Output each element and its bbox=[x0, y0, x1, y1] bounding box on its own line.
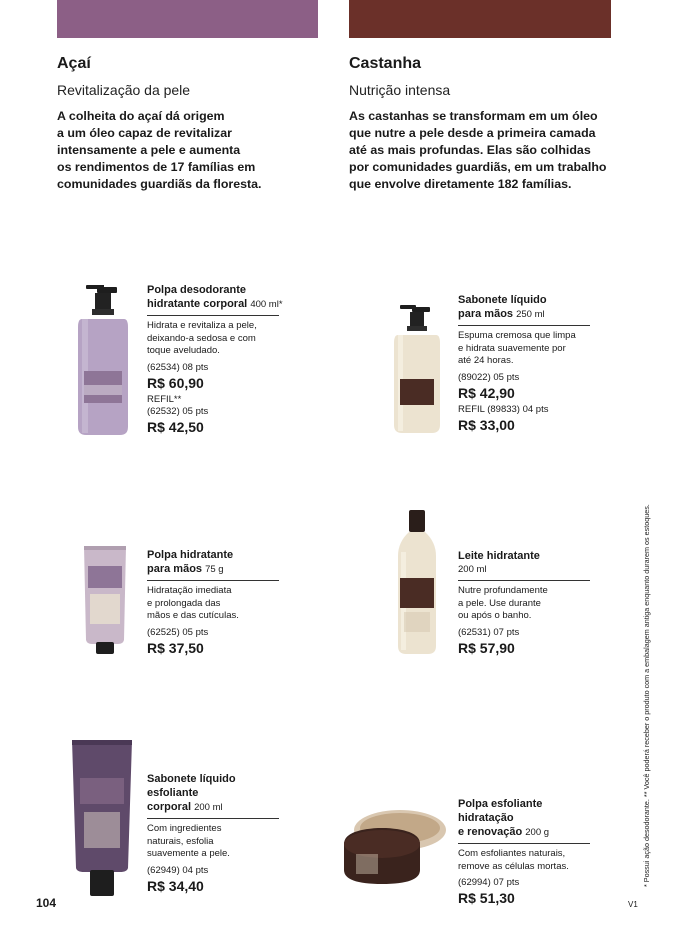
version-label: V1 bbox=[628, 900, 638, 909]
product-code: (62531) 07 pts bbox=[458, 626, 520, 638]
castanha-title: Castanha bbox=[349, 55, 422, 72]
intro-line: As castanhas se transformam em um óleo bbox=[349, 109, 598, 123]
product-code: (62534) 08 pts bbox=[147, 361, 209, 373]
product-code: (62525) 05 pts bbox=[147, 626, 209, 638]
castanha-scrub-info bbox=[458, 797, 598, 909]
castanha-intro bbox=[349, 108, 624, 193]
refil-label: REFIL** bbox=[147, 393, 182, 405]
acai-exfoliating-soap-info bbox=[147, 772, 287, 897]
divider bbox=[458, 843, 590, 844]
product-price: R$ 60,90 bbox=[147, 374, 204, 391]
refil-code: REFIL (89833) 04 pts bbox=[458, 403, 549, 415]
product-price: R$ 57,90 bbox=[458, 639, 515, 656]
product-code: (62994) 07 pts bbox=[458, 877, 520, 888]
footnote-container bbox=[642, 432, 656, 887]
acai-exfoliating-soap-tube-image bbox=[70, 738, 134, 898]
castanha-scrub-jar-image bbox=[338, 800, 450, 888]
intro-line: até as mais profundas. Elas são colhidas bbox=[349, 143, 591, 157]
divider bbox=[147, 580, 279, 581]
intro-line: que nutre a pele desde a primeira camada bbox=[349, 126, 596, 140]
product-price: R$ 34,40 bbox=[147, 877, 204, 894]
acai-body-lotion-bottle-image bbox=[68, 285, 138, 437]
acai-body-lotion-info bbox=[147, 283, 287, 438]
product-name: Polpa esfoliante hidratação e renovação 200 g bbox=[458, 798, 550, 838]
divider bbox=[458, 580, 590, 581]
product-price: R$ 42,90 bbox=[458, 384, 515, 401]
intro-line: a um óleo capaz de revitalizar bbox=[57, 126, 232, 140]
product-name: Sabonete líquido para mãos 250 ml bbox=[458, 294, 547, 320]
divider bbox=[147, 818, 279, 819]
intro-line: os rendimentos de 17 famílias em bbox=[57, 160, 256, 174]
castanha-hand-soap-bottle-image bbox=[388, 305, 446, 435]
product-name: Polpa hidratante para mãos 75 g bbox=[147, 549, 234, 575]
product-name: Sabonete líquido esfoliante corporal 200 ml bbox=[147, 773, 236, 813]
acai-subtitle: Revitalização da pele bbox=[57, 82, 191, 98]
product-price: R$ 37,50 bbox=[147, 639, 204, 656]
acai-title: Açaí bbox=[57, 55, 91, 72]
castanha-body-milk-bottle-image bbox=[396, 508, 438, 656]
refil-price: R$ 42,50 bbox=[147, 418, 204, 435]
divider bbox=[147, 315, 279, 316]
product-description: Espuma cremosa que limpa e hidrata suavemente por até 24 horas. bbox=[458, 330, 576, 366]
acai-hand-cream-info bbox=[147, 548, 287, 659]
acai-color-bar bbox=[57, 0, 318, 38]
castanha-hand-soap-info bbox=[458, 293, 598, 436]
product-description: Com ingredientes naturais, esfolia suavemente a pele. bbox=[147, 823, 230, 859]
product-code: (89022) 05 pts bbox=[458, 371, 520, 383]
product-description: Hidratação imediata e prolongada das mãos e das cutículas. bbox=[147, 585, 239, 621]
castanha-subtitle: Nutrição intensa bbox=[349, 82, 451, 98]
product-description: Hidrata e revitaliza a pele, deixando-a sedosa e com toque aveludado. bbox=[147, 320, 257, 356]
product-name: Polpa desodorante hidratante corporal 400 ml* bbox=[147, 284, 283, 310]
intro-line: comunidades guardiãs da floresta. bbox=[57, 177, 262, 191]
product-code: (62949) 04 pts bbox=[147, 864, 209, 876]
castanha-body-milk-info bbox=[458, 549, 598, 659]
product-description: Nutre profundamente a pele. Use durante ou após o banho. bbox=[458, 585, 548, 621]
castanha-color-bar bbox=[349, 0, 611, 38]
acai-intro bbox=[57, 108, 317, 193]
refil-code: (62532) 05 pts bbox=[147, 405, 209, 417]
product-name: Leite hidratante 200 ml bbox=[458, 550, 540, 575]
product-description: Com esfoliantes naturais, remove as células mortas. bbox=[458, 848, 569, 872]
divider bbox=[458, 325, 590, 326]
intro-line: intensamente a pele e aumenta bbox=[57, 143, 241, 157]
product-price: R$ 51,30 bbox=[458, 890, 515, 906]
page-number: 104 bbox=[36, 896, 57, 910]
acai-hand-cream-tube-image bbox=[80, 544, 130, 656]
footnote: * Possui ação desodorante. ** Você poderá receber o produto com a embalagem antiga enquanto durarem os estoques. bbox=[642, 504, 651, 887]
intro-line: A colheita do açaí dá origem bbox=[57, 109, 225, 123]
refil-price: R$ 33,00 bbox=[458, 416, 515, 433]
intro-line: que envolve diretamente 182 famílias. bbox=[349, 177, 572, 191]
intro-line: por comunidades guardiãs, em um trabalho bbox=[349, 160, 607, 174]
